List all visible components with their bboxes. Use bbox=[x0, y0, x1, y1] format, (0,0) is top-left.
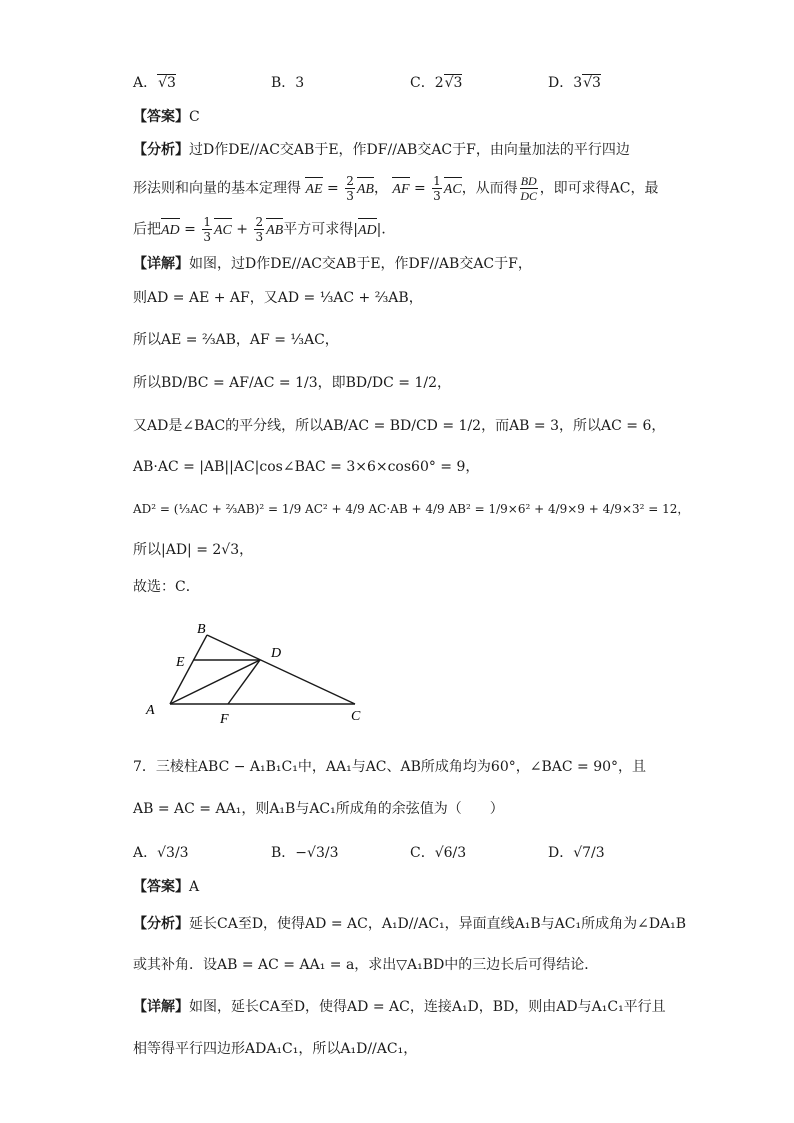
q6-detail-line2: 则AD = AE + AF，又AD = ⅓AC + ⅔AB， bbox=[133, 290, 423, 306]
label-d: D bbox=[271, 646, 282, 661]
label-e: E bbox=[176, 655, 185, 670]
q6-detail-line7: AD² = (⅓AC + ⅔AB)² = 1/9 AC² + 4/9 AC·AB + 4/9 AB² = 1/9×6² + 4/9×9 + 4/9×3² = 12， bbox=[133, 502, 690, 516]
q6-option-a: A．√3 bbox=[133, 75, 176, 91]
q6-option-b: B．3 bbox=[271, 75, 305, 91]
q7-detail-line1: 【详解】如图，延长CA至D，使得AD = AC，连接A₁D，BD，则由AD与A₁C₁平行且 bbox=[133, 999, 666, 1015]
q6-detail-line8: 所以|AD| = 2√3， bbox=[133, 542, 254, 558]
q6-detail-line3: 所以AE = ⅔AB，AF = ⅓AC， bbox=[133, 332, 339, 348]
q7-option-d: D．√7/3 bbox=[548, 845, 605, 861]
q7-analysis-line1: 【分析】延长CA至D，使得AD = AC，A₁D//AC₁，异面直线A₁B与AC₁所成角为∠DA₁B bbox=[133, 916, 687, 932]
q6-analysis-line3: 后把AD = $\frac{1}{3}$ AC + $\frac{2}{3}$ AB平方可求得|AD|． bbox=[133, 215, 396, 244]
q6-answer: 【答案】C bbox=[133, 109, 200, 125]
label-a: A bbox=[146, 703, 155, 718]
q6-choose: 故选：C． bbox=[133, 579, 200, 595]
q6-detail-line5: 又AD是∠BAC的平分线，所以AB/AC = BD/CD = 1/2，而AB = 3，所以AC = 6， bbox=[133, 418, 666, 434]
q7-stem-line2: AB = AC = AA₁，则A₁B与AC₁所成角的余弦值为（ ） bbox=[133, 801, 504, 817]
label-c: C bbox=[351, 709, 361, 724]
q6-detail-line1: 【详解】如图，过D作DE//AC交AB于E，作DF//AB交AC于F， bbox=[133, 256, 532, 272]
q7-option-a: A．√3/3 bbox=[133, 845, 189, 861]
label-b: B bbox=[197, 622, 206, 637]
label-f: F bbox=[220, 712, 229, 727]
q6-detail-line6: AB·AC = |AB||AC|cos∠BAC = 3×6×cos60° = 9， bbox=[133, 459, 480, 475]
q7-stem-line1: 7．三棱柱ABC − A₁B₁C₁中，AA₁与AC、AB所成角均为60°，∠BAC = 90°，且 bbox=[133, 759, 647, 775]
segment-fd bbox=[228, 660, 260, 704]
q6-detail-line4: 所以BD/BC = AF/AC = 1/3，即BD/DC = 1/2， bbox=[133, 375, 451, 391]
q6-option-d: D．3√3 bbox=[548, 75, 601, 91]
q7-answer: 【答案】A bbox=[133, 879, 200, 895]
q7-detail-line2: 相等得平行四边形ADA₁C₁，所以A₁D//AC₁， bbox=[133, 1041, 418, 1057]
q6-option-c: C．2√3 bbox=[410, 75, 463, 91]
q7-option-b: B．−√3/3 bbox=[271, 845, 339, 861]
q6-analysis-line1: 【分析】过D作DE//AC交AB于E，作DF//AB交AC于F，由向量加法的平行四边 bbox=[133, 142, 630, 158]
q7-option-c: C．√6/3 bbox=[410, 845, 467, 861]
q7-analysis-line2: 或其补角．设AB = AC = AA₁ = a，求出▽A₁BD中的三边长后可得结论． bbox=[133, 957, 599, 973]
q6-analysis-line2: 形法则和向量的基本定理得 AE = $\frac{2}{3}$ AB， AF = $\frac{1}{3}$ AC，从而得 $\frac{BD}{DC}$ ，即可求得AC，最 bbox=[133, 174, 659, 203]
triangle-figure bbox=[140, 615, 380, 730]
